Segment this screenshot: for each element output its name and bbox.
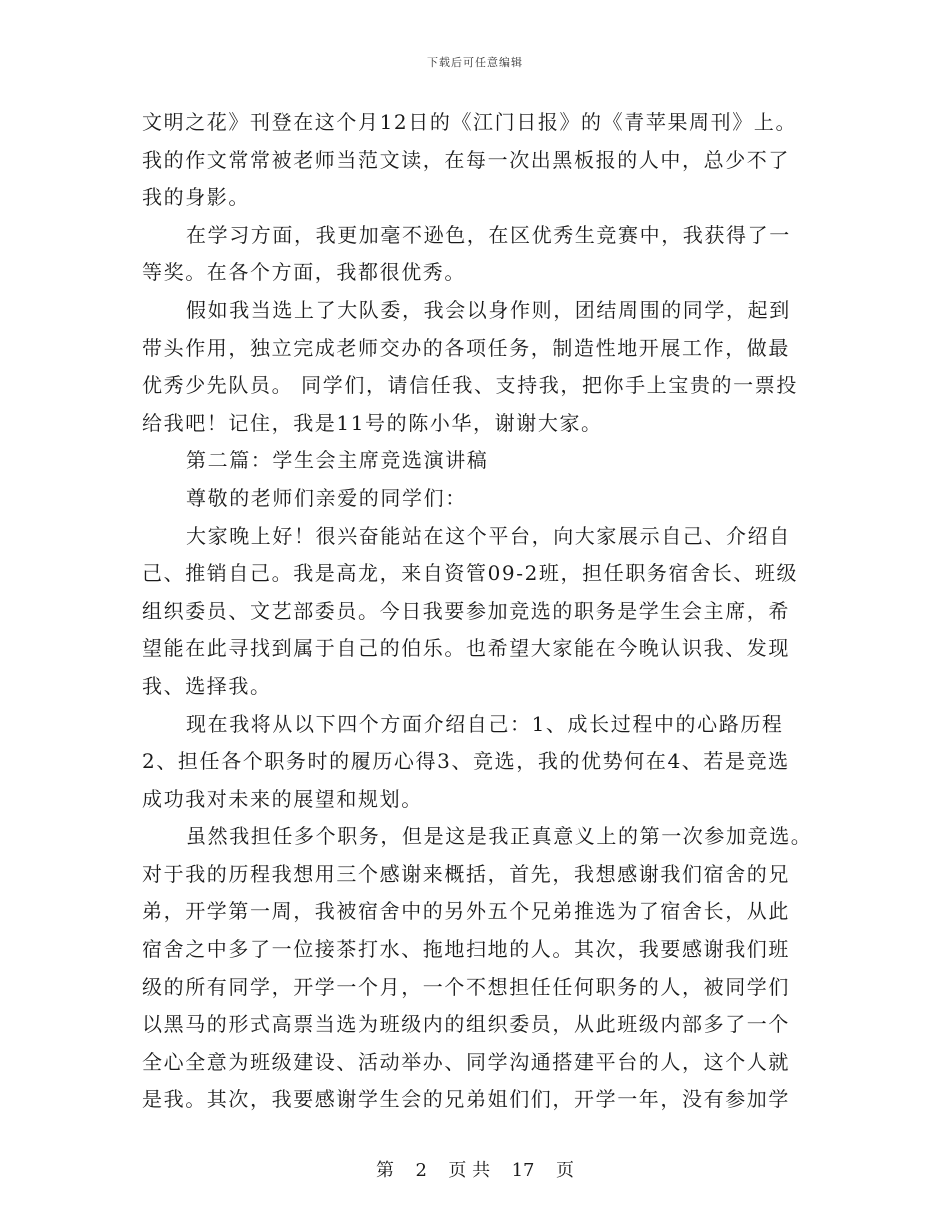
body-line: 己、推销自己。我是高龙，来自资管09-2班，担任职务宿舍长、班级	[142, 561, 799, 586]
salutation: 尊敬的老师们亲爱的同学们：	[186, 485, 467, 510]
body-line: 在学习方面，我更加毫不逊色，在区优秀生竞赛中，我获得了一	[186, 222, 791, 247]
footer-prefix: 第	[376, 1160, 395, 1181]
body-line: 我的身影。	[142, 185, 250, 210]
body-line: 以黑马的形式高票当选为班级内的组织委员，从此班级内部多了一个	[142, 1012, 790, 1037]
section-heading: 第二篇：学生会主席竞选演讲稿	[186, 448, 489, 473]
footer-middle: 页 共	[448, 1160, 491, 1181]
body-line: 假如我当选上了大队委，我会以身作则，团结周围的同学，起到	[186, 297, 791, 322]
body-line: 是我。其次，我要感谢学生会的兄弟姐们们，开学一年，没有参加学	[142, 1087, 790, 1112]
total-pages: 17	[511, 1160, 535, 1181]
body-line: 我的作文常常被老师当范文读，在每一次出黑板报的人中，总少不了	[142, 147, 790, 172]
body-line: 2、担任各个职务时的履历心得3、竞选，我的优势何在4、若是竞选	[142, 749, 790, 774]
body-line: 宿舍之中多了一位接茶打水、拖地扫地的人。其次，我要感谢我们班	[142, 937, 790, 962]
body-line: 级的所有同学，开学一个月，一个不想担任任何职务的人，被同学们	[142, 974, 790, 999]
page-number: 2	[415, 1160, 427, 1181]
body-line: 文明之花》刊登在这个月12日的《江门日报》的《青苹果周刊》上。	[142, 110, 798, 134]
body-line: 带头作用，独立完成老师交办的各项任务，制造性地开展工作，做最	[142, 335, 790, 360]
body-line: 对于我的历程我想用三个感谢来概括，首先，我想感谢我们宿舍的兄	[142, 861, 790, 886]
body-line: 望能在此寻找到属于自己的伯乐。也希望大家能在今晚认识我、发现	[142, 636, 790, 661]
body-line: 弟，开学第一周，我被宿舍中的另外五个兄弟推选为了宿舍长，从此	[142, 899, 790, 924]
body-line: 优秀少先队员。 同学们，请信任我、支持我，把你手上宝贵的一票投	[142, 373, 798, 398]
body-line: 等奖。在各个方面，我都很优秀。	[142, 260, 466, 285]
body-line: 大家晚上好！很兴奋能站在这个平台，向大家展示自己、介绍自	[186, 523, 791, 548]
body-line: 全心全意为班级建设、活动举办、同学沟通搭建平台的人，这个人就	[142, 1049, 790, 1074]
document-body	[142, 104, 822, 1119]
body-line: 我、选择我。	[142, 673, 272, 698]
page-header: 下载后可任意编辑	[427, 56, 523, 69]
footer-suffix: 页	[555, 1160, 574, 1181]
body-line: 现在我将从以下四个方面介绍自己：1、成长过程中的心路历程	[186, 711, 784, 736]
page-footer	[0, 1156, 950, 1182]
body-line: 给我吧！记住，我是11号的陈小华，谢谢大家。	[142, 410, 603, 435]
body-line: 虽然我担任多个职务，但是这是我正真意义上的第一次参加竞选。	[186, 824, 813, 849]
body-line: 组织委员、文艺部委员。今日我要参加竞选的职务是学生会主席，希	[142, 598, 790, 623]
body-line: 成功我对未来的展望和规划。	[142, 786, 423, 811]
